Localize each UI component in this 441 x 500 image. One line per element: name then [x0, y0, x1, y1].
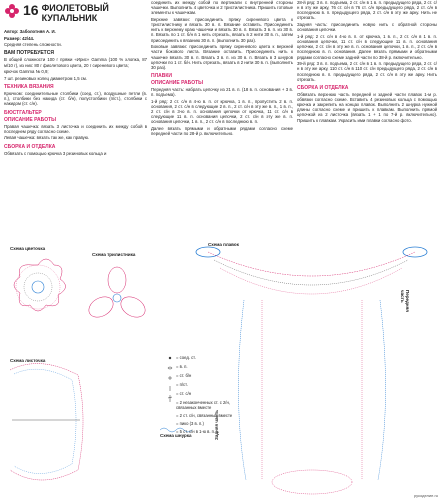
bra-text-2: Левая чашечка: вязать так же, как правую. [4, 135, 90, 141]
flower-logo-icon [4, 3, 20, 19]
credit: рукоделие.ru [414, 493, 438, 498]
panties-work-heading: ОПИСАНИЕ РАБОТЫ [151, 80, 204, 87]
col2-paragraph-3: Боковые завязки: присоединить пряжу сиреневого цвета к верхней части бокового листа. Вязание оставить. Присоединить нить к чашечке вязать 30 в. п. Вязать 3 в. п. из 30 в. п. Вязать в 3 шнуров цепочки по 1 ст. б/н. Нить отрезать, вязать в 2 нити 30 в. п. (выполнить 30 раз). [151, 44, 293, 70]
bra-text-1: Правая чашечка: вязать 3 листочка и соединить их между собой в последнем ряду согласно схеме. [4, 123, 147, 134]
legend [176, 355, 238, 434]
title-line-2: КУПАЛЬНИК [41, 13, 98, 23]
label-scheme-cord: Схема шнурка [160, 433, 192, 438]
assembly2-heading: СБОРКА И ОТДЕЛКА [297, 84, 349, 91]
size: Размер: 42/44. [4, 35, 35, 41]
materials-heading: ВАМ ПОТРЕБУЕТСЯ [4, 50, 54, 57]
panties-heading: ПЛАВКИ [151, 73, 172, 80]
legend-2: = в. п. [176, 364, 188, 369]
legend-7: = 2 ст. с/н, связанных вместе [176, 413, 233, 418]
col3-paragraph-5: Обвязать верхнюю часть передней и задней части плавок 1-м р. обвязки согласно схеме. Вставить 4 резиновых кольца с помощью крючка и закрепить на концах плавок. Выполнить 2 шнурка нужной длины согласно схеме и пришить к плавкам. Выполнить прямой цепочкой из 2 листочка (вязать 1 + 1 по 7-й р. включительно). Пришить к плавкам. Украсить ими плавки согласно фото. [297, 91, 437, 123]
materials-text: В общей сложности 100 г пряжи «Ирис» Gamma (100 % хлопка, 87 м/10 г), из них: 80 г фиолетового цвета, 20 г сиреневого цвета; [4, 57, 147, 68]
assembly-text: Обвязать с помощью крючка 3 резиновых кольца и [4, 150, 107, 156]
technique-heading: ТЕХНИКА ВЯЗАНИЯ [4, 84, 54, 91]
bra-heading: БЮСТГАЛЬТЕР [4, 109, 42, 116]
col2-paragraph-5: 1-й ряд: 2 ст. с/н в 4-ю в. п. от крючка, 1 в. п., пропустить 2 в. п. основания, 2 ст. с/н в следующие 2 в. п., 2 ст. с/н в эту же в. п., 1 в. п., 2 ст. с/н в 3-ю в. п. основания цепочки от крючка, 11 ст. с/н в следующие 11 в. п. основания цепочки, 2 ст. с/н в эту же в. п. основания цепочки, 1 в. п., 2 ст. с/н в последнюю в. п. [151, 98, 293, 125]
col2-paragraph-1: соединить их между собой по вертикали с внутренней стороны чашечки. Выполнить 4 цветочка и 2 тристилистника. Пришить готовые элементы к чашечкам. [151, 0, 293, 16]
bra-work-heading: ОПИСАНИЕ РАБОТЫ [4, 116, 57, 123]
label-scheme-flower: Схема цветочка [10, 246, 46, 251]
legend-symbols [168, 357, 172, 402]
title-block [4, 3, 147, 23]
assembly-heading: СБОРКА И ОТДЕЛКА [4, 143, 56, 150]
technique-text: Крючком: соединительные столбики (соед. ст.), воздушные петли (в. п.), столбики без накида (ст. б/н), полустолбики (п/ст.), столбики с накидом (ст. с/н). [4, 91, 147, 107]
pattern-number: 16 [23, 2, 39, 18]
left-column [4, 0, 147, 157]
col3-paragraph-4: 39-й ряд: 3 в. п. подъема, 2 ст. с/н в 1 в. п. предыдущего ряда, 2 ст. с/н в эту же арку, 110 ст. с/н в 110 ст. с/н предыдущего ряда, 2 ст. с/н в последнюю в. п. предыдущего ряда, 2 ст. с/н в эту же арку. Нить отрезать. [297, 61, 437, 82]
hook-text: крючок Gamma № 0,9; [4, 69, 49, 75]
leaf-diagram [10, 364, 83, 480]
col3-paragraph-2: Задняя часть: присоединить новую нить с обратной стороны основания цепочки. [297, 22, 437, 33]
middle-column [151, 0, 293, 138]
legend-6: = 2 незаконченных ст. с 2/н, связанных вместе [176, 400, 230, 410]
trefoil-diagram [85, 267, 149, 321]
legend-5: = ст. с/н [176, 391, 192, 396]
right-column [297, 0, 437, 124]
col3-paragraph-3: 1-й ряд: 2 ст. с/н в 4-ю в. п. от крючка, 1 в. п., 2 ст. с/н в 1 в. п. основания цепочки, 11 ст. с/н в следующие 11 в. п. основания цепочки, 2 ст. с/н в эту же в. п. основания цепочки, 1 в. п., 2 ст. с/н в последнюю в. п. основания. Далее вязать прямыми и обратными рядами согласно схеме задней части по 38-й р. включительно. [297, 33, 437, 60]
legend-3: = ст. б/н [176, 373, 192, 378]
col2-paragraph-2: Верхние завязки: присоединить пряжу сиреневого цвета к тристилистнику и вязать 30 в. п. Вязание оставить. Присоединить нить к верхнему краю чашечки и вязать 30 в. п. Вязать 3 в. п. из 30 в. п. Вязать по 1 ст. б/н в 1 нить отрезать, вязать в 2 нити 30 в. п., затем присоединить к вязанию 30 в. п. (выполнить 30 раз). [151, 16, 293, 43]
label-scheme-leaf: Схема листочка [10, 358, 46, 363]
legend-4: = п/ст. [176, 382, 188, 387]
title-line-1: ФИОЛЕТОВЫЙ [41, 3, 109, 13]
col2-paragraph-4: Передняя часть: набрать цепочку из 21 в. п. (18 в. п. основания + 3 в. п. подъема). [151, 87, 293, 98]
flower-diagram [14, 259, 66, 311]
label-scheme-panties: Схема плавок [208, 242, 239, 247]
label-front-part: Передняя часть [400, 290, 410, 312]
col3-paragraph-1: 28-й ряд: 3 в. п. подъема, 2 ст. с/н в 1 в. п. предыдущего ряда, 2 ст. с/н в эту же арку, 76 ст. с/н в 76 ст. с/н предыдущего ряда, 2 ст. с/н в последнюю в. п. предыдущего ряда, 2 ст. с/н в эту же арку. Нить не отрезать. [297, 0, 437, 21]
difficulty: Средняя степень сложности. [4, 42, 62, 48]
rings-text: 7 шт. резиновых колец диаметром 1,5 см. [4, 75, 88, 81]
legend-1: = соед. ст. [176, 355, 196, 360]
label-scheme-trefoil: Схема трилистника [92, 252, 136, 257]
legend-8: = пико (3 в. п.) [176, 421, 204, 426]
legend-9: = 5 ст. с/н в 1-ю в. п. [176, 429, 216, 434]
author: Автор: Заболотняя А. И. [4, 29, 56, 34]
col2-paragraph-6: Далее вязать прямыми и обратными рядами согласно схеме передней части по 28-й р. включительно. [151, 126, 293, 137]
label-back-part: Задняя часть [214, 410, 219, 440]
